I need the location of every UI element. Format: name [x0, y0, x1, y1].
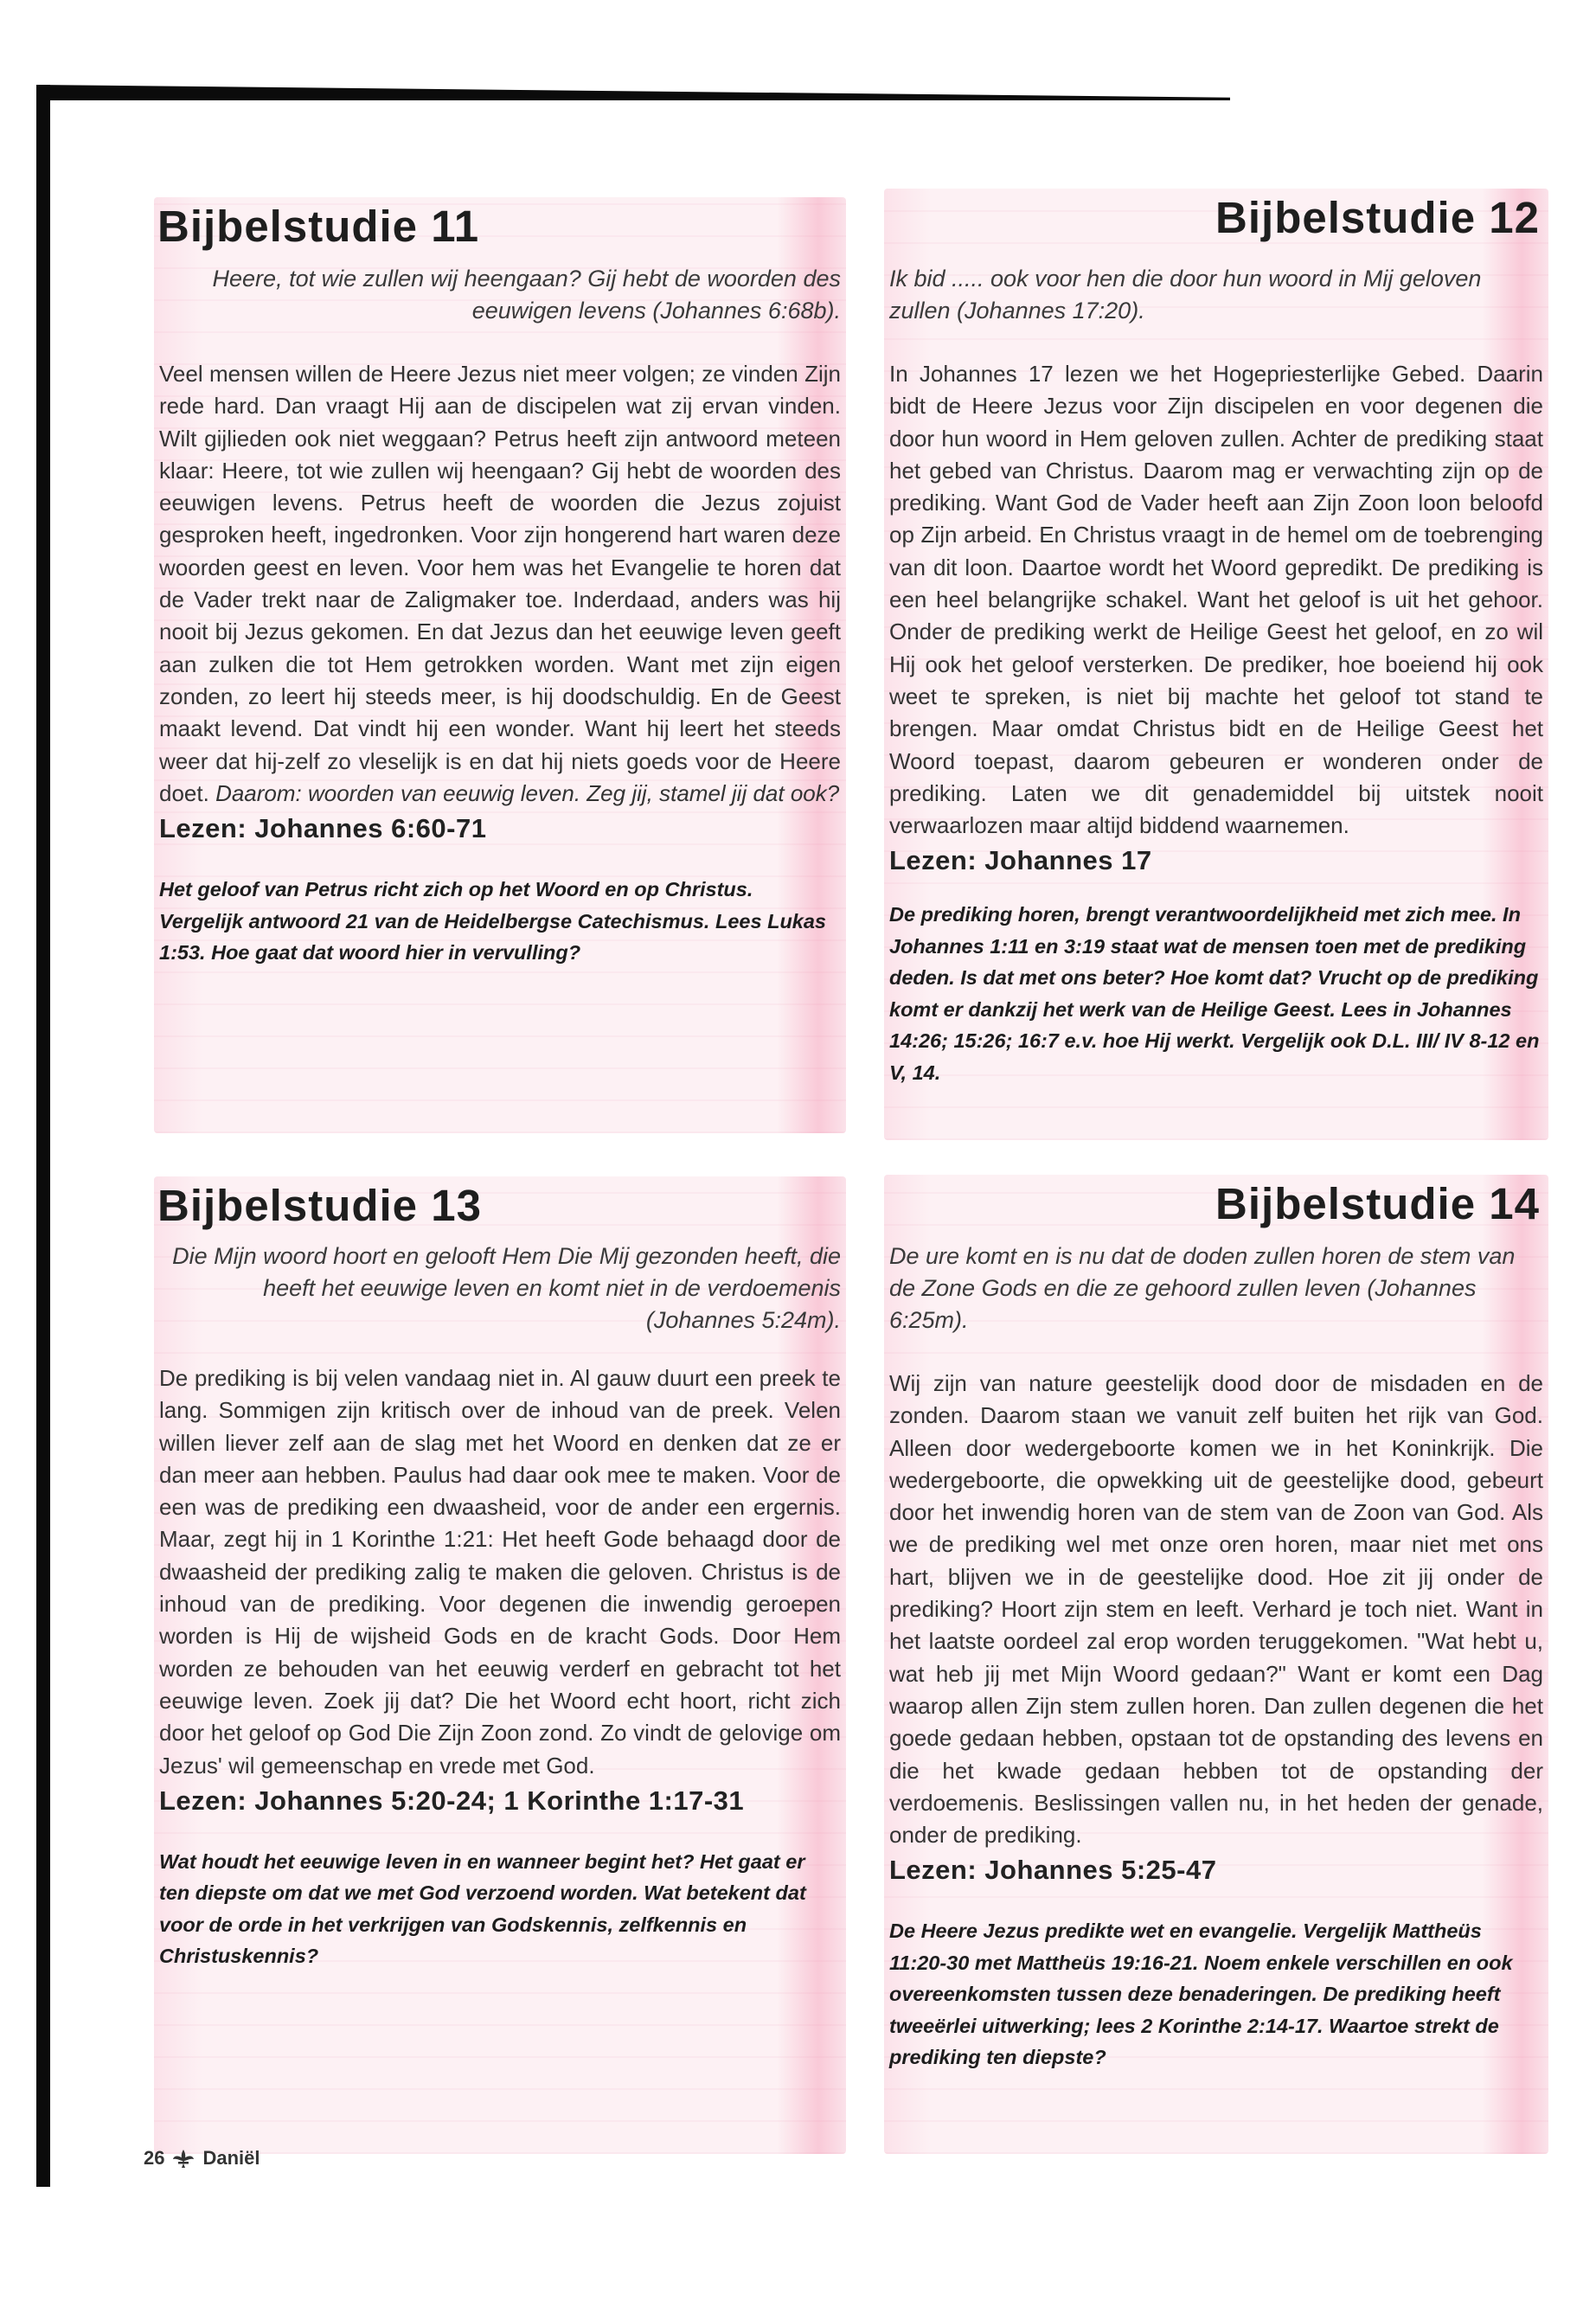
- study-verse: Die Mijn woord hoort en gelooft Hem Die Mij gezonden heeft, die heeft het eeuwige leven en komt niet in de verdoemenis (Johannes 5:24m).: [172, 1243, 841, 1333]
- study-title: Bijbelstudie 11: [157, 202, 480, 251]
- study-questions: De Heere Jezus predikte wet en evangelie. Vergelijk Mattheüs 11:20-30 met Mattheüs 19:16-21. Noem enkele verschillen en ook overeenkomsten tussen deze benaderingen. De prediking heeft tweeërlei uitwerking; lees 2 Korinthe 2:14-17. Waartoe strekt de prediking ten diepste?: [889, 1920, 1513, 2069]
- study-body: Veel mensen willen de Heere Jezus niet meer volgen; ze vinden Zijn rede hard. Dan vraagt Hij aan de discipelen wat zij ervan vinden. Wilt gijlieden ook niet weggaan? Petrus heeft zijn antwoord meteen klaar: Heere, tot wie zullen wij heengaan? Gij hebt de woorden des eeuwigen levens. Petrus heeft de woorden die Jezus zojuist gesproken heeft, ingedronken. Voor zijn hongerend hart waren deze woorden geest en leven. Voor hem was het Evangelie te horen dat de Vader trekt naar de Zaligmaker toe. Inderdaad, anders was hij nooit bij Jezus gekomen. En dat Jezus dan het eeuwige leven geeft aan zulken die tot Hem getrokken worden. Want met zijn eigen zonden, zo leert hij steeds meer, is hij doodschuldig. En de Geest maakt levend. Dat vindt hij een wonder. Want hij leert het steeds weer dat hij-zelf zo vleselijk is en dat hij niets goeds voor de Heere doet. Daarom: woorden van eeuwig leven. Zeg jij, stamel jij dat ook?: [159, 361, 841, 806]
- study-reading: Lezen: Johannes 5:20-24; 1 Korinthe 1:17-31: [159, 1785, 745, 1816]
- page-footer: [144, 2147, 260, 2170]
- study-reading: Lezen: Johannes 17: [889, 845, 1152, 876]
- study-verse: Ik bid ..... ook voor hen die door hun woord in Mij geloven zullen (Johannes 17:20).: [889, 266, 1482, 324]
- study-body: In Johannes 17 lezen we het Hogepriesterlijke Gebed. Daarin bidt de Heere Jezus voor Zijn discipelen en voor degenen die door hun woord in Hem geloven zullen. Achter de prediking staat het gebed van Christus. Daarom mag er verwachting zijn op de prediking. Want God de Vader heeft aan Zijn Zoon loon beloofd op Zijn arbeid. En Christus vraagt in de hemel om de toebrenging van dit loon. Daartoe wordt het Woord gepredikt. De prediking is een heel belangrijke schakel. Want het geloof is uit het gehoor. Onder de prediking werkt de Heilige Geest het geloof, en zo wil Hij ook het geloof versterken. De prediker, hoe boeiend hij ook weet te spreken, is niet bij machte het geloof tot stand te brengen. Maar omdat Christus bidt en de Heilige Geest het Woord toepast, daarom gebeuren er wonderen onder de prediking. Laten we dit genademiddel bij uitstek nooit verwaarlozen maar altijd biddend waarnemen.: [889, 361, 1543, 839]
- study-title: Bijbelstudie 12: [1215, 193, 1540, 242]
- study-reading: Lezen: Johannes 6:60-71: [159, 813, 487, 844]
- page-top-edge-shadow: [36, 85, 1230, 100]
- study-body: Wij zijn van nature geestelijk dood door de misdaden en de zonden. Daarom staan we vanuit zelf buiten het rijk van God. Alleen door wedergeboorte komen we in het Koninkrijk. Die wedergeboorte, die opwekking uit de geestelijke dood, gebeurt door het inwendig horen van de stem van de Zoon van God. Als we de prediking wel met onze oren horen, maar niet met ons hart, blijven we in de geestelijke dood. Hoe zit jij onder de prediking? Hoort zijn stem en leeft. Verhard je toch niet. Want in het laatste oordeel zal erop worden teruggekomen. "Wat hebt u, wat heb jij met Mijn Woord gedaan?" Want er komt een Dag waarop allen Zijn stem zullen horen. Dan zullen degenen die het goede gedaan hebben, opstaan tot de opstanding des levens en die het kwade gedaan hebben tot de opstanding der verdoemenis. Beslissingen vallen nu, in het heden der genade, onder de prediking.: [889, 1370, 1543, 1849]
- lily-ornament-icon: [171, 2148, 195, 2169]
- study-title: Bijbelstudie 14: [1215, 1179, 1540, 1228]
- study-verse: Heere, tot wie zullen wij heengaan? Gij hebt de woorden des eeuwigen levens (Johannes 6:68b).: [212, 266, 841, 324]
- study-questions: De prediking horen, brengt verantwoordelijkheid met zich mee. In Johannes 1:11 en 3:19 staat wat de mensen toen met de prediking deden. Is dat met ons beter? Hoe komt dat? Vrucht op de prediking komt er dankzij het werk van de Heilige Geest. Lees in Johannes 14:26; 15:26; 16:7 e.v. hoe Hij werkt. Vergelijk ook D.L. III/ IV 8-12 en V, 14.: [889, 903, 1540, 1084]
- study-block-13: [154, 1176, 846, 2154]
- study-reading: Lezen: Johannes 5:25-47: [889, 1855, 1217, 1886]
- study-body-italic: Daarom: woorden van eeuwig leven. Zeg jij, stamel jij dat ook?: [215, 779, 840, 806]
- study-title: Bijbelstudie 13: [157, 1181, 482, 1230]
- study-questions: Het geloof van Petrus richt zich op het Woord en op Christus. Vergelijk antwoord 21 van de Heidelbergse Catechismus. Lees Lukas 1:53. Hoe gaat dat woord hier in vervulling?: [159, 878, 827, 965]
- study-body: De prediking is bij velen vandaag niet in. Al gauw duurt een preek te lang. Sommigen zijn kritisch over de inhoud van de preek. Velen willen liever zelf aan de slag met het Woord en denken dat ze er dan meer aan hebben. Paulus had daar ook mee te maken. Voor de een was de prediking een dwaasheid, voor de ander een ergernis. Maar, zegt hij in 1 Korinthe 1:21: Het heeft Gode behaagd door de dwaasheid der prediking zalig te maken die geloven. Christus is de inhoud van de prediking. Voor degenen die inwendig geroepen worden is Hij de wijsheid Gods en de kracht Gods. Door Hem worden ze behouden van het eeuwig verderf en gebracht tot het eeuwige leven. Zoek jij dat? Die het Woord echt hoort, richt zich door het geloof op God Die Zijn Zoon zond. Zo vindt de gelovige om Jezus' wil gemeenschap en vrede met God.: [159, 1365, 841, 1779]
- magazine-name: Daniël: [202, 2147, 260, 2169]
- study-block-14: [884, 1175, 1548, 2154]
- study-verse: De ure komt en is nu dat de doden zullen horen de stem van de Zone Gods en die ze gehoord zullen leven (Johannes 6:25m).: [889, 1243, 1516, 1333]
- study-questions: Wat houdt het eeuwige leven in en wanneer begint het? Het gaat er ten diepste om dat we met God verzoend worden. Wat betekent dat voor de orde in het verkrijgen van Godskennis, zelfkennis en Christuskennis?: [159, 1849, 806, 1968]
- study-block-12: [884, 189, 1548, 1140]
- study-block-11: [154, 197, 846, 1133]
- page-number: 26: [144, 2147, 165, 2169]
- page-edge-shadow: [36, 85, 50, 2187]
